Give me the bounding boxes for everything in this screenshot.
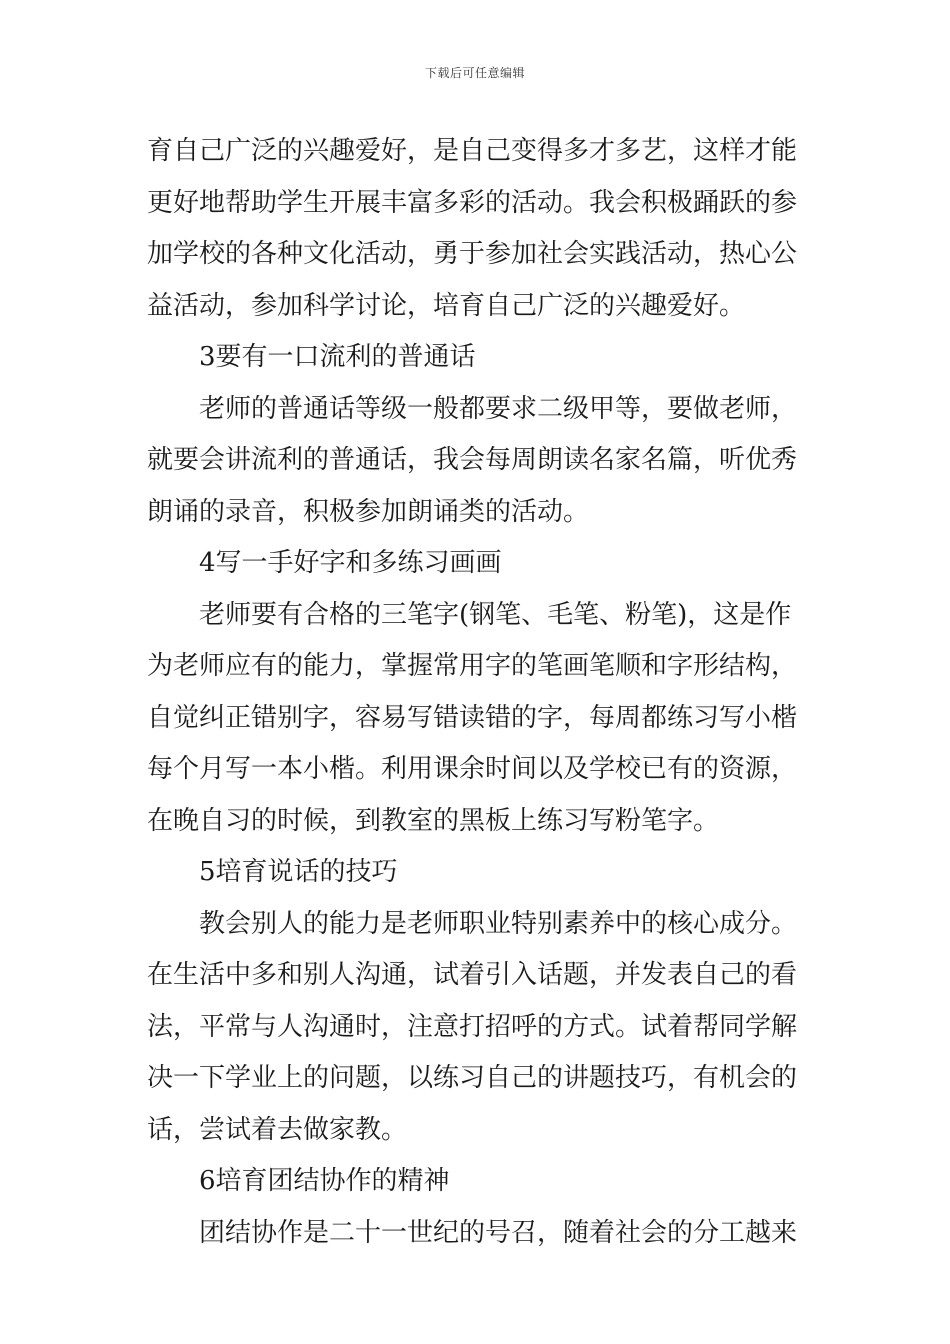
text-line: 老师的普通话等级一般都要求二级甲等，要做老师， <box>199 393 798 424</box>
document-body <box>147 126 807 1259</box>
section-heading: 6培育团结协作的精神 <box>199 1166 450 1196</box>
text-line: 在晚自习的时候，到教室的黑板上练习写粉笔字。 <box>147 805 720 836</box>
text-line: 法，平常与人沟通时，注意打招呼的方式。试着帮同学解 <box>147 1011 798 1042</box>
text-line: 益活动，参加科学讨论，培育自己广泛的兴趣爱好。 <box>147 290 746 321</box>
text-line: 自觉纠正错别字，容易写错读错的字，每周都练习写小楷 <box>147 702 798 733</box>
text-line: 老师要有合格的三笔字(钢笔、毛笔、粉笔)，这是作 <box>199 599 792 630</box>
text-line: 教会别人的能力是老师职业特别素养中的核心成分。 <box>199 908 798 939</box>
section-heading: 4写一手好字和多练习画画 <box>199 548 502 578</box>
page-header: 下载后可任意编辑 <box>424 66 525 80</box>
text-line: 就要会讲流利的普通话，我会每周朗读名家名篇，听优秀 <box>147 445 798 475</box>
text-line: 团结协作是二十一世纪的号召，随着社会的分工越来 <box>199 1217 798 1248</box>
text-line: 每个月写一本小楷。利用课余时间以及学校已有的资源， <box>147 754 798 784</box>
text-line: 育自己广泛的兴趣爱好，是自己变得多才多艺，这样才能 <box>147 136 798 166</box>
text-line: 更好地帮助学生开展丰富多彩的活动。我会积极踊跃的参 <box>147 187 798 218</box>
text-line: 决一下学业上的问题，以练习自己的讲题技巧，有机会的 <box>147 1063 798 1093</box>
text-line: 加学校的各种文化活动，勇于参加社会实践活动，热心公 <box>147 239 798 269</box>
section-heading: 3要有一口流利的普通话 <box>199 342 476 372</box>
section-heading: 5培育说话的技巧 <box>199 857 398 887</box>
text-line: 话，尝试着去做家教。 <box>147 1114 408 1145</box>
text-line: 为老师应有的能力，掌握常用字的笔画笔顺和字形结构， <box>147 651 798 681</box>
text-line: 在生活中多和别人沟通，试着引入话题，并发表自己的看 <box>147 960 798 990</box>
text-line: 朗诵的录音，积极参加朗诵类的活动。 <box>147 496 590 527</box>
